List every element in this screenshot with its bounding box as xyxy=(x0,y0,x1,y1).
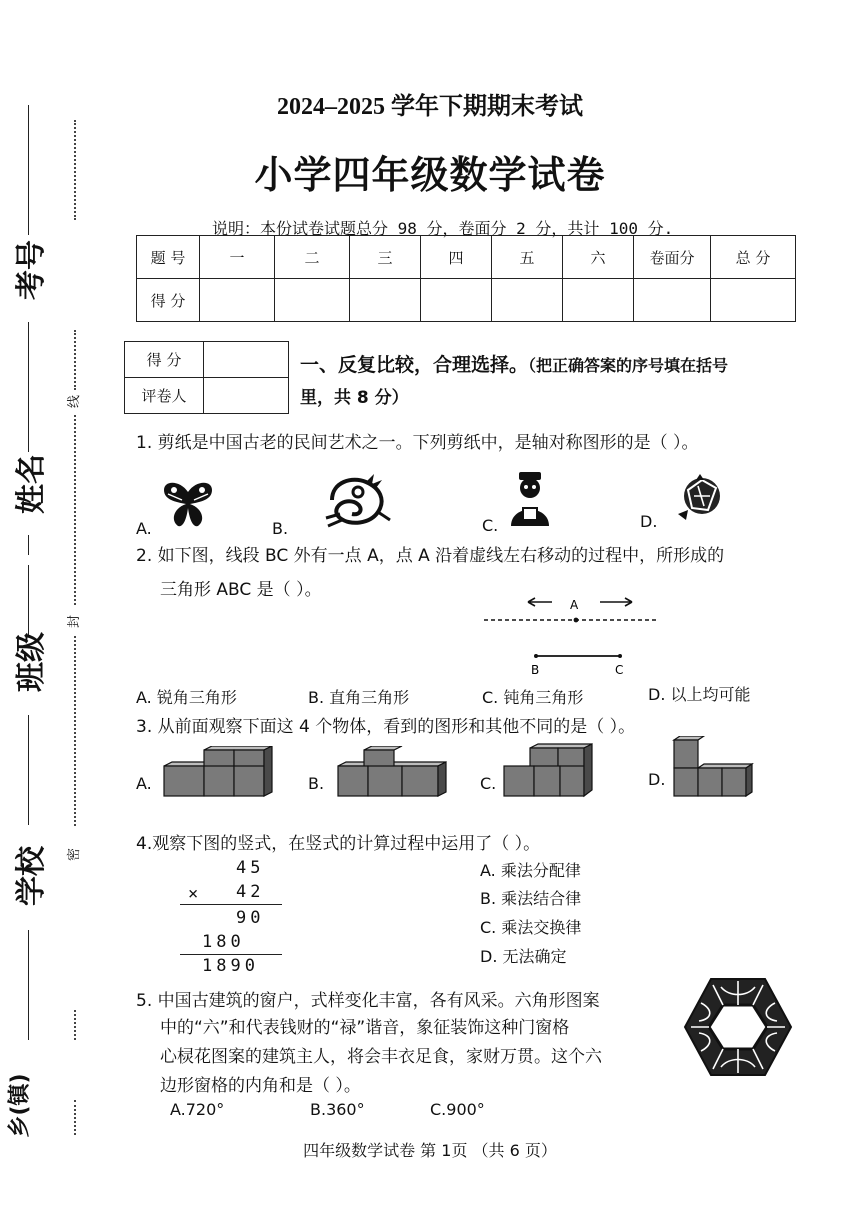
score-cell[interactable] xyxy=(563,279,634,322)
q3-option-d[interactable]: D. xyxy=(648,770,666,789)
score-header-cell: 二 xyxy=(275,236,350,279)
seal-seal-label: 封 xyxy=(67,614,83,629)
exam-subject-title: 小学四年级数学试卷 xyxy=(254,153,606,197)
exam-year-title: 2024–2025 学年下期期末考试 xyxy=(277,94,583,120)
score-cell[interactable] xyxy=(200,279,275,322)
q3-option-b[interactable]: B. xyxy=(308,774,325,793)
section1-note-line2: 里，共 8 分） xyxy=(300,388,409,408)
question-5-line1: 5. 中国古建筑的窗户，式样变化丰富，各有风采。六角形图案 xyxy=(136,991,600,1011)
seal-dotted-line xyxy=(74,330,76,390)
question-5-line3: 心棂花图案的建筑主人，将会丰衣足食，家财万贯。这个六 xyxy=(160,1047,602,1067)
school-label: 学校 xyxy=(14,846,49,906)
figure-papercut-icon xyxy=(505,470,555,528)
score-cell[interactable] xyxy=(634,279,711,322)
score-cell[interactable] xyxy=(711,279,796,322)
vertical-result: 1890 xyxy=(202,956,259,976)
grader-name-cell[interactable] xyxy=(204,378,289,414)
grader-score-cell[interactable] xyxy=(204,342,289,378)
score-header-cell: 三 xyxy=(350,236,421,279)
point-b-label: B xyxy=(531,663,540,677)
question-3: 3. 从前面观察下面这 4 个物体，看到的图形和其他不同的是（ ）。 xyxy=(136,717,636,737)
q1-option-b[interactable]: B. xyxy=(272,519,289,538)
score-cell[interactable] xyxy=(275,279,350,322)
margin-line xyxy=(28,322,29,452)
seal-dotted-line xyxy=(74,636,76,826)
grader-name-label: 评卷人 xyxy=(125,378,204,414)
score-cell[interactable] xyxy=(421,279,492,322)
score-header-cell: 五 xyxy=(492,236,563,279)
q1-option-d[interactable]: D. xyxy=(640,512,658,531)
name-label: 姓名 xyxy=(14,454,49,514)
butterfly-papercut-icon xyxy=(160,480,216,530)
q2-option-a[interactable]: A. 锐角三角形 xyxy=(136,688,237,707)
q3-option-a[interactable]: A. xyxy=(136,774,152,793)
section1-title xyxy=(300,350,728,377)
q5-option-b[interactable]: B.360° xyxy=(310,1100,365,1119)
q4-option-b[interactable]: B. 乘法结合律 xyxy=(480,889,582,908)
grader-box xyxy=(124,341,289,414)
score-header-cell: 四 xyxy=(421,236,492,279)
exam-number-label: 考号 xyxy=(14,240,49,300)
triangle-diagram xyxy=(480,593,660,683)
seal-dotted-line xyxy=(74,1010,76,1040)
margin-line xyxy=(28,535,29,555)
question-2-line2: 三角形 ABC 是（ ）。 xyxy=(160,580,322,600)
dragon-papercut-icon xyxy=(322,470,394,530)
vertical-rule xyxy=(180,954,282,955)
q3-option-c[interactable]: C. xyxy=(480,774,497,793)
score-cell[interactable] xyxy=(492,279,563,322)
q4-option-a[interactable]: A. 乘法分配律 xyxy=(480,861,581,880)
margin-line xyxy=(28,565,29,635)
point-c-label: C xyxy=(615,663,624,677)
score-table xyxy=(136,235,796,322)
question-1: 1. 剪纸是中国古老的民间艺术之一。下列剪纸中，是轴对称图形的是（ ）。 xyxy=(136,433,699,453)
q4-option-d[interactable]: D. 无法确定 xyxy=(480,947,567,966)
q2-option-d[interactable]: D. 以上均可能 xyxy=(648,685,751,704)
score-table-score-row xyxy=(137,279,796,322)
score-table-header-row xyxy=(137,236,796,279)
class-label: 班级 xyxy=(14,632,49,692)
cube-object-a xyxy=(160,746,276,800)
question-2-line1: 2. 如下图，线段 BC 外有一点 A，点 A 沿着虚线左右移动的过程中，所形成的 xyxy=(136,546,725,566)
seal-line-label: 线 xyxy=(67,394,83,409)
bird-papercut-icon xyxy=(674,470,724,524)
score-cell[interactable] xyxy=(350,279,421,322)
question-4: 4.观察下图的竖式，在竖式的计算过程中运用了（ ）。 xyxy=(136,834,541,854)
q2-option-b[interactable]: B. 直角三角形 xyxy=(308,688,410,707)
cube-object-b xyxy=(334,746,450,800)
vertical-operator: × xyxy=(188,884,203,904)
q1-option-a[interactable]: A. xyxy=(136,519,152,538)
grader-score-label: 得 分 xyxy=(125,342,204,378)
township-label: 乡(镇) xyxy=(7,1073,33,1138)
question-5-line4: 边形窗格的内角和是（ ）。 xyxy=(160,1076,361,1096)
section1-heading: 一、反复比较，合理选择。 xyxy=(300,354,529,376)
vertical-partial-2: 180 xyxy=(202,932,245,952)
score-row-label: 得 分 xyxy=(137,279,200,322)
q1-option-c[interactable]: C. xyxy=(482,516,499,535)
q5-option-c[interactable]: C.900° xyxy=(430,1100,485,1119)
section1-note: （把正确答案的序号填在括号 xyxy=(528,356,729,375)
margin-line xyxy=(28,715,29,825)
q5-option-a[interactable]: A.720° xyxy=(170,1100,225,1119)
score-header-cell: 六 xyxy=(563,236,634,279)
margin-line xyxy=(28,930,29,1040)
page-footer: 四年级数学试卷 第 1页 （共 6 页） xyxy=(303,1141,557,1160)
exam-note: 说明：本份试卷试题总分 98 分，卷面分 2 分，共计 100 分. xyxy=(212,219,674,238)
cube-object-c xyxy=(500,742,600,800)
score-header-cell: 卷面分 xyxy=(634,236,711,279)
cube-object-d xyxy=(670,736,754,800)
score-header-cell: 题 号 xyxy=(137,236,200,279)
seal-dotted-line xyxy=(74,415,76,605)
seal-dotted-line xyxy=(74,1100,76,1135)
hexagon-window-icon xyxy=(683,975,793,1079)
q2-option-c[interactable]: C. 钝角三角形 xyxy=(482,688,584,707)
score-header-cell: 总 分 xyxy=(711,236,796,279)
q4-option-c[interactable]: C. 乘法交换律 xyxy=(480,918,582,937)
vertical-partial-1: 90 xyxy=(236,908,265,928)
seal-secret-label: 密 xyxy=(67,847,83,862)
vertical-rule xyxy=(180,904,282,905)
vertical-multiplier: 42 xyxy=(236,882,265,902)
vertical-multiplicand: 45 xyxy=(236,858,265,878)
point-a-label: A xyxy=(570,598,579,612)
score-header-cell: 一 xyxy=(200,236,275,279)
question-5-line2: 中的“六”和代表钱财的“禄”谐音，象征装饰这种门窗格 xyxy=(160,1018,570,1038)
